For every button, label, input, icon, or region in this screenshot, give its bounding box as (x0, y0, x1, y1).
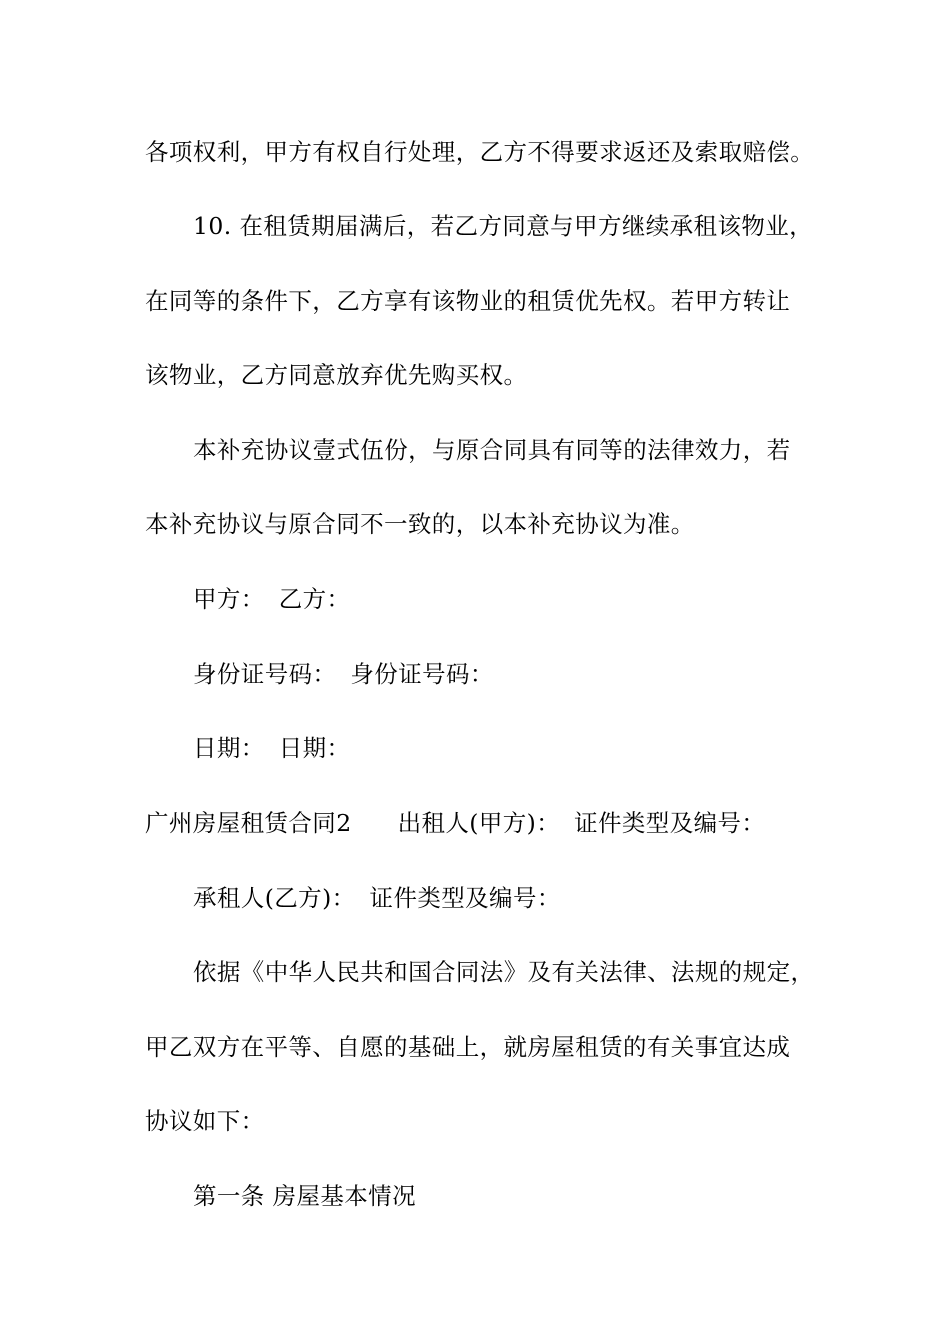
intro-line: 协议如下： (145, 1107, 265, 1135)
lessee-id-label: 证件类型及编号： (369, 884, 561, 912)
paragraph-line: 各项权利，甲方有权自行处理，乙方不得要求返还及索取赔偿。 (145, 138, 815, 166)
lessee-label: 承租人(乙方)： (193, 884, 356, 912)
lessor-id-label: 证件类型及编号： (574, 809, 766, 837)
paragraph-line: 该物业，乙方同意放弃优先购买权。 (145, 361, 528, 389)
clause-10-line: 10. 在租赁期届满后，若乙方同意与甲方继续承租该物业， (193, 212, 814, 240)
article-heading: 第一条 房屋基本情况 (193, 1182, 416, 1210)
lessee-line (193, 883, 561, 913)
lessor-label: 出租人(甲方)： (397, 809, 561, 837)
party-a-date-label: 日期： (193, 734, 265, 762)
party-a-label: 甲方： (193, 585, 265, 613)
signature-date-line (193, 733, 350, 763)
paragraph-line: 在同等的条件下，乙方享有该物业的租赁优先权。若甲方转让 (145, 287, 791, 315)
intro-line: 依据《中华人民共和国合同法》及有关法律、法规的规定， (193, 958, 815, 986)
paragraph-line: 本补充协议与原合同不一致的，以本补充协议为准。 (145, 510, 695, 538)
contract-title: 广州房屋租赁合同2 (145, 809, 352, 837)
signature-party-line (193, 584, 350, 614)
party-a-id-label: 身份证号码： (193, 660, 337, 688)
party-b-id-label: 身份证号码： (350, 660, 494, 688)
party-b-label: 乙方： (278, 585, 351, 613)
party-b-date-label: 日期： (278, 734, 351, 762)
contract-header-line (145, 808, 765, 838)
intro-line: 甲乙双方在平等、自愿的基础上，就房屋租赁的有关事宜达成 (145, 1033, 791, 1061)
signature-id-line (193, 659, 494, 689)
paragraph-line: 本补充协议壹式伍份，与原合同具有同等的法律效力，若 (193, 436, 791, 464)
